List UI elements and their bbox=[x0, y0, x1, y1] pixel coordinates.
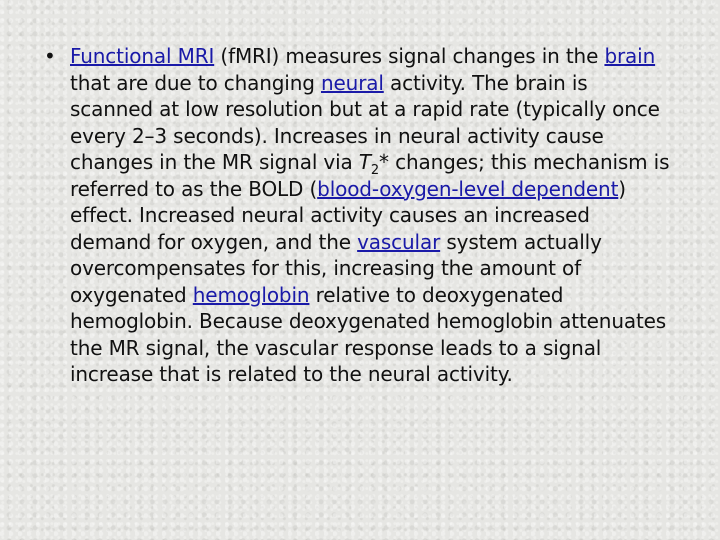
bullet-item bbox=[44, 43, 684, 388]
text-segment: ) effect. Increased neural activity causes an increased demand for oxygen, and the bbox=[70, 176, 626, 254]
link-functional-mri[interactable]: Functional MRI bbox=[70, 44, 215, 68]
link-vascular[interactable]: vascular bbox=[357, 229, 441, 254]
t2-symbol: T bbox=[358, 150, 371, 174]
bullet-paragraph bbox=[44, 43, 670, 388]
link-neural[interactable]: neural bbox=[320, 70, 384, 95]
text-segment: that are due to changing bbox=[70, 70, 321, 95]
link-hemoglobin[interactable]: hemoglobin bbox=[192, 282, 310, 307]
text-segment: relative to deoxygenated hemoglobin. Because deoxygenated hemoglobin attenuates the MR signal, the vascular response leads to a signal increase that is related to the neural activity. bbox=[70, 282, 667, 386]
text-segment: system actually overcompensates for this, increasing the amount of oxygenated bbox=[70, 229, 602, 307]
bullet-marker: • bbox=[44, 44, 56, 68]
link-bold[interactable]: blood-oxygen-level dependent bbox=[317, 176, 619, 201]
text-segment: (fMRI) measures signal changes in the bbox=[214, 44, 605, 68]
text-segment: * changes; this mechanism is referred to as the BOLD ( bbox=[70, 150, 670, 201]
text-segment: activity. The brain is scanned at low resolution but at a rapid rate (typically once every 2–3 seconds). Increases in neural activity cause changes in the MR signal via bbox=[70, 70, 660, 174]
t2-subscript: 2 bbox=[370, 163, 380, 178]
link-brain[interactable]: brain bbox=[604, 44, 656, 68]
